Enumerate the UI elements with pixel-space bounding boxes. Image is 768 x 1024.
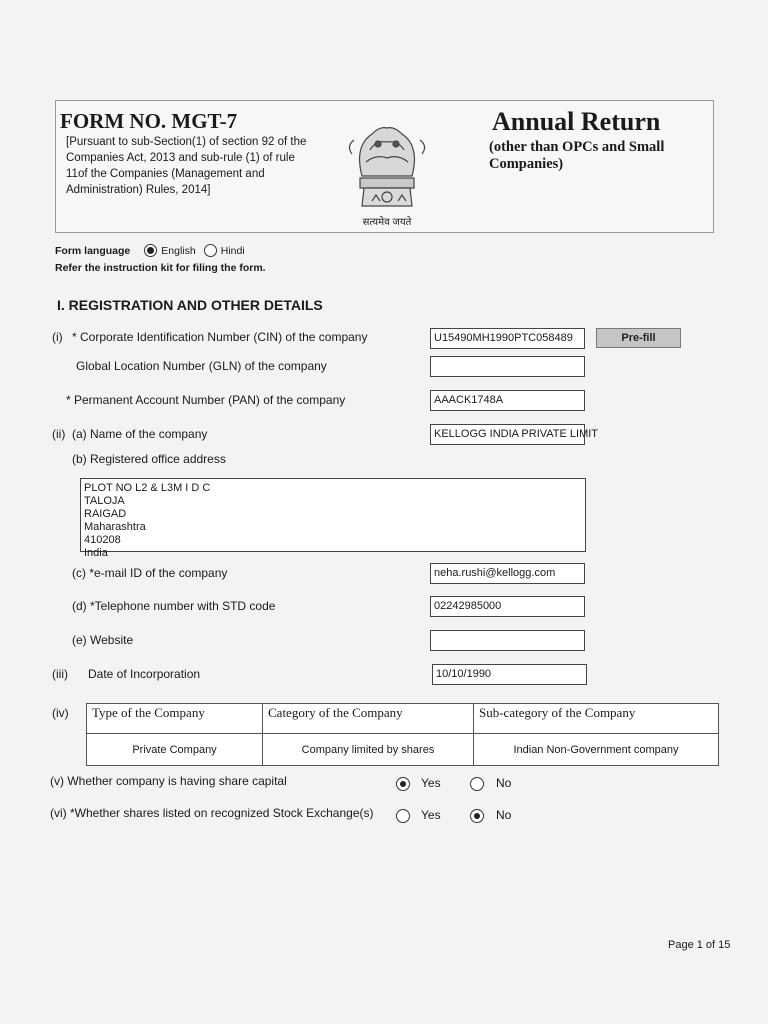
- incorporation-date-field[interactable]: 10/10/1990: [432, 664, 587, 685]
- name-prefix: (ii): [52, 427, 66, 441]
- table-header-cell: Type of the Company: [87, 704, 263, 734]
- pursuant-text: [Pursuant to sub-Section(1) of section 92 of the Companies Act, 2013 and sub-rule (1) of rule 11of the Companies (Management and Administration) Rules, 2014]: [66, 136, 307, 196]
- address-line: Maharashtra: [84, 521, 146, 533]
- form-language-row: [55, 244, 245, 257]
- address-line: RAIGAD: [84, 508, 127, 520]
- email-label: (c) *e-mail ID of the company: [72, 566, 228, 580]
- gln-field[interactable]: [430, 356, 585, 377]
- address-line: 410208: [84, 534, 121, 546]
- address-line: India: [84, 547, 108, 559]
- pan-label: * Permanent Account Number (PAN) of the company: [66, 393, 346, 407]
- section-title: I. REGISTRATION AND OTHER DETAILS: [57, 297, 323, 313]
- form-number: FORM NO. MGT-7: [60, 109, 238, 133]
- website-field[interactable]: [430, 630, 585, 651]
- form-language-label: Form language: [55, 244, 131, 257]
- website-label: (e) Website: [72, 633, 134, 647]
- phone-label: (d) *Telephone number with STD code: [72, 599, 276, 613]
- listed-question: (vi) *Whether shares listed on recognized Stock Exchange(s): [50, 806, 374, 820]
- phone-field[interactable]: 02242985000: [430, 596, 585, 617]
- emblem-motto: सत्यमेव जयते: [362, 217, 412, 228]
- company-subcategory-value: Indian Non-Government company: [474, 734, 719, 766]
- language-hindi-radio[interactable]: [204, 244, 217, 257]
- company-category-value: Company limited by shares: [263, 734, 474, 766]
- address-field[interactable]: [80, 478, 586, 559]
- table-header-cell: Sub-category of the Company: [474, 704, 719, 734]
- listed-yes-radio[interactable]: [396, 809, 410, 823]
- address-line: TALOJA: [84, 495, 125, 507]
- share-capital-no-label: No: [496, 776, 512, 790]
- gln-label: Global Location Number (GLN) of the company: [76, 359, 327, 373]
- table-row: [87, 734, 719, 766]
- cin-label: * Corporate Identification Number (CIN) of the company: [72, 330, 368, 344]
- email-field[interactable]: neha.rushi@kellogg.com: [430, 563, 585, 584]
- instruction-kit-note: Refer the instruction kit for filing the form.: [55, 262, 266, 274]
- language-hindi-label: Hindi: [220, 244, 245, 257]
- listed-no-label: No: [496, 808, 512, 822]
- annual-return-title: Annual Return: [492, 107, 661, 136]
- language-english-radio[interactable]: [144, 244, 157, 257]
- name-label: (a) Name of the company: [72, 427, 208, 441]
- incorporation-label: Date of Incorporation: [88, 667, 201, 681]
- incorporation-prefix: (iii): [52, 667, 68, 681]
- address-line: PLOT NO L2 & L3M I D C: [84, 482, 211, 494]
- annual-return-subtitle: (other than OPCs and Small Companies): [489, 139, 665, 172]
- company-type-table: [86, 703, 719, 766]
- cin-prefix: (i): [52, 330, 63, 344]
- table-header-cell: Category of the Company: [263, 704, 474, 734]
- share-capital-yes-radio[interactable]: [396, 777, 410, 791]
- address-label: (b) Registered office address: [72, 452, 226, 466]
- share-capital-no-radio[interactable]: [470, 777, 484, 791]
- share-capital-question: (v) Whether company is having share capital: [50, 774, 287, 788]
- company-type-prefix: (iv): [52, 706, 69, 720]
- table-row: [87, 704, 719, 734]
- company-type-value: Private Company: [87, 734, 263, 766]
- national-emblem-icon: [332, 106, 442, 228]
- company-name-field[interactable]: KELLOGG INDIA PRIVATE LIMIT: [430, 424, 585, 445]
- listed-yes-label: Yes: [421, 808, 441, 822]
- pan-field[interactable]: AAACK1748A: [430, 390, 585, 411]
- page-number: Page 1 of 15: [668, 939, 731, 951]
- share-capital-yes-label: Yes: [421, 776, 441, 790]
- prefill-button[interactable]: Pre-fill: [596, 328, 681, 348]
- cin-field[interactable]: U15490MH1990PTC058489: [430, 328, 585, 349]
- listed-no-radio[interactable]: [470, 809, 484, 823]
- language-english-label: English: [161, 244, 196, 257]
